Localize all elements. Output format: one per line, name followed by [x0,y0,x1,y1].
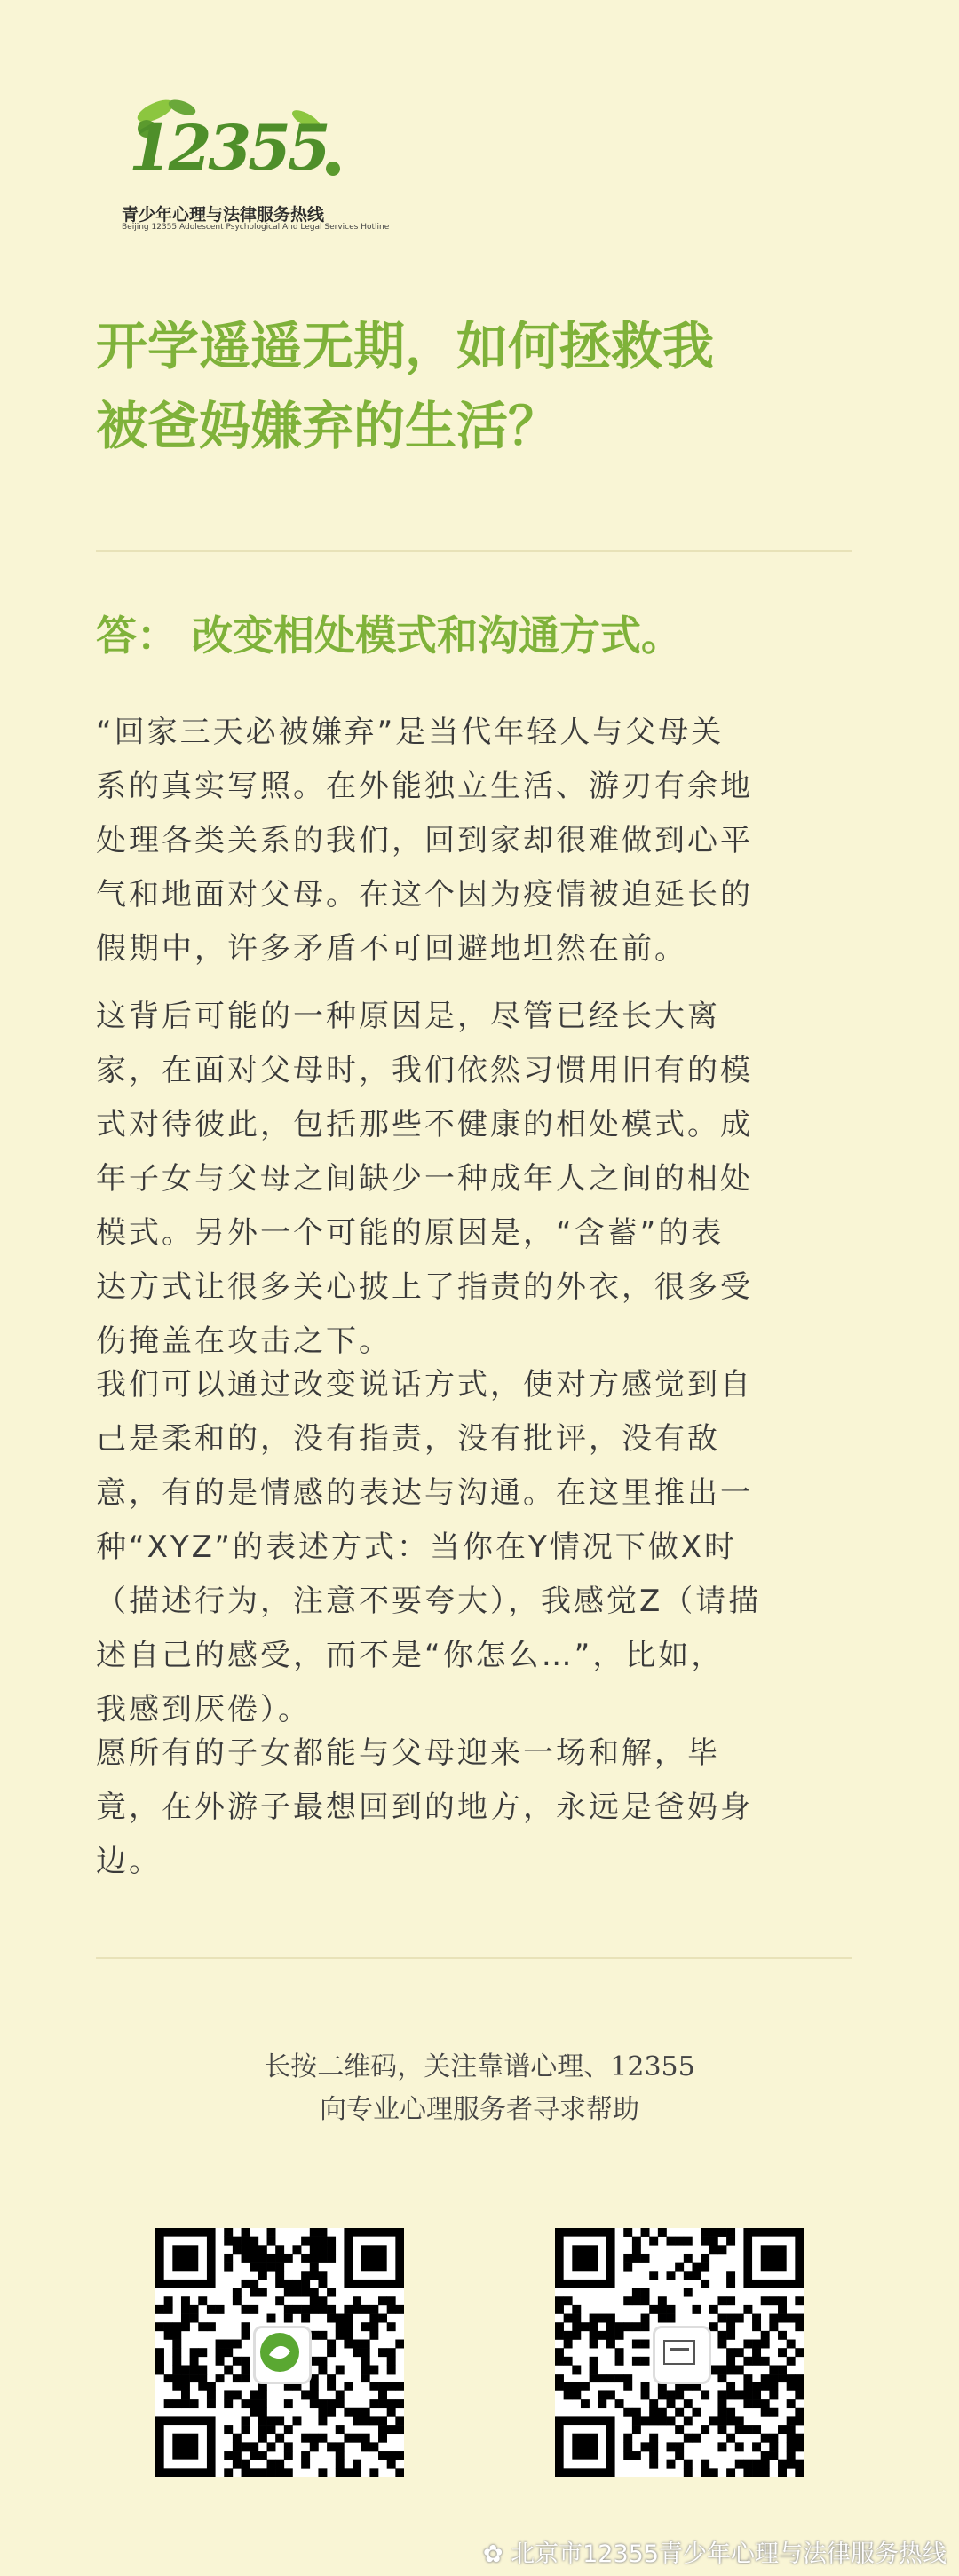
qr-code-kaopu[interactable] [555,2228,804,2477]
paragraph-line: 种“XYZ”的表述方式：当你在Y情况下做X时 [96,1529,738,1565]
logo [120,93,390,235]
paragraph-line: 边。 [96,1844,162,1879]
paragraph-2 [96,990,860,1369]
paragraph-1 [96,706,860,976]
paragraph-line: 模式。另外一个可能的原因是，“含蓄”的表 [96,1215,725,1251]
watermark [483,2534,947,2569]
paragraph-line: 假期中，许多矛盾不可回避地坦然在前。 [96,931,687,967]
paragraph-line: 竟，在外游子最想回到的地方，永远是爸妈身 [96,1790,753,1825]
divider [96,1957,852,1959]
paragraph-line: 愿所有的子女都能与父母迎来一场和解，毕 [96,1735,720,1771]
logo-chinese-name: 青少年心理与法律服务热线 [122,205,325,225]
divider [96,550,852,552]
paragraph-line: 年子女与父母之间缺少一种成年人之间的相处 [96,1161,753,1197]
wechat-icon: ✿ [482,2540,511,2568]
paragraph-line: 系的真实写照。在外能独立生活、游刃有余地 [96,769,753,804]
title-line: 开学遥遥无期，如何拯救我 [96,316,715,376]
kaopu-logo-icon [653,2326,711,2384]
article-title [96,306,877,466]
footer-caption [0,2046,959,2131]
paragraph-line: 述自己的感受，而不是“你怎么…”，比如， [96,1638,725,1673]
title-line: 被爸妈嫌弃的生活？ [96,396,560,456]
paragraph-line: 式对待彼此，包括那些不健康的相处模式。成 [96,1107,753,1142]
paragraph-line: 处理各类关系的我们，回到家却很难做到心平 [96,823,753,858]
paragraph-line: 我们可以通过改变说话方式，使对方感觉到自 [96,1367,753,1403]
paragraph-line: 达方式让很多关心披上了指责的外衣，很多受 [96,1269,753,1305]
paragraph-4 [96,1727,860,1889]
paragraph-line: 气和地面对父母。在这个因为疫情被迫延长的 [96,877,753,913]
qr-code-12355[interactable] [155,2228,404,2477]
paragraph-line: （描述行为，注意不要夸大），我感觉Z（请描 [96,1584,762,1619]
footer-line: 长按二维码，关注靠谱心理、12355 [264,2051,695,2082]
paragraph-line: 这背后可能的一种原因是，尽管已经长大离 [96,999,720,1034]
heart-leaf-icon [253,2326,312,2384]
paragraph-3 [96,1358,860,1737]
paragraph-line: 意，有的是情感的表达与沟通。在这里推出一 [96,1475,753,1511]
paragraph-line: “回家三天必被嫌弃”是当代年轻人与父母关 [96,715,725,750]
answer-heading: 答： 改变相处模式和沟通方式。 [96,612,683,660]
footer-line: 向专业心理服务者寻求帮助 [320,2094,639,2125]
logo-english-name: Beijing 12355 Adolescent Psychological And Legal Services Hotline [122,223,390,232]
paragraph-line: 己是柔和的，没有指责，没有批评，没有敌 [96,1421,720,1457]
paragraph-line: 伤掩盖在攻击之下。 [96,1324,392,1359]
paragraph-line: 我感到厌倦）。 [96,1692,311,1727]
paragraph-line: 家，在面对父母时，我们依然习惯用旧有的模 [96,1053,753,1088]
logo-number: 12355 [129,111,328,185]
watermark-text: 北京市12355青少年心理与法律服务热线 [511,2540,947,2568]
